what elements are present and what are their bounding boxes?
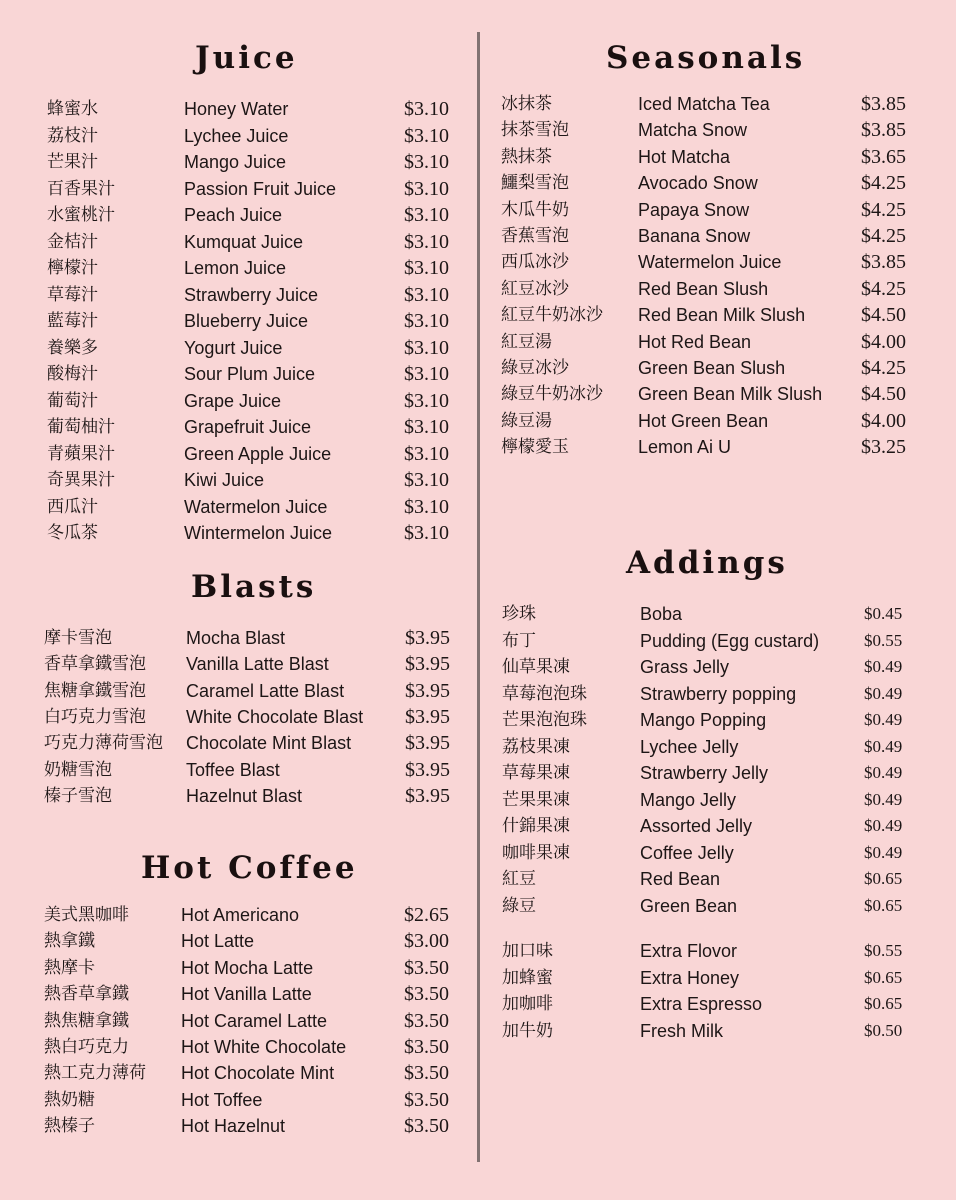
item-name-english: Hot Mocha Latte: [181, 957, 314, 978]
section-title-seasonals: Seasonals: [606, 40, 806, 76]
item-price: $4.25: [861, 277, 906, 300]
item-name-chinese: 綠豆牛奶冰沙: [501, 384, 603, 405]
item-name-english: Vanilla Latte Blast: [186, 654, 329, 675]
menu-item: [480, 602, 956, 628]
item-name-english: Passion Fruit Juice: [184, 178, 337, 199]
menu-item: [0, 903, 477, 929]
item-name-chinese: 熱奶糖: [44, 1089, 95, 1110]
item-name-chinese: 綠豆冰沙: [501, 358, 569, 378]
item-name-chinese: 紅豆牛奶冰沙: [501, 305, 603, 326]
item-name-english: Extra Espresso: [640, 994, 763, 1014]
menu-item: [0, 982, 477, 1008]
item-price: $3.95: [405, 758, 450, 781]
item-name-english: Hot Matcha: [638, 146, 731, 167]
item-name-chinese: 草莓泡泡珠: [502, 683, 587, 704]
item-price: $3.50: [404, 1036, 449, 1058]
item-name-english: Extra Honey: [640, 967, 740, 988]
item-price: $3.85: [861, 251, 906, 274]
menu-item: [480, 939, 956, 965]
item-name-english: Mango Juice: [184, 152, 287, 172]
item-name-english: Boba: [640, 604, 683, 624]
section-title-juice: Juice: [195, 40, 298, 76]
item-name-chinese: 巧克力薄荷雪泡: [44, 733, 163, 754]
item-name-chinese: 芒果汁: [47, 152, 98, 172]
item-name-chinese: 酸梅汁: [47, 364, 98, 384]
item-price: $3.10: [404, 495, 449, 518]
menu-item: [480, 655, 956, 681]
item-name-chinese: 芒果泡泡珠: [502, 710, 587, 730]
item-price: $0.49: [864, 736, 903, 756]
item-price: $3.25: [861, 436, 906, 459]
menu-item: [0, 1114, 477, 1140]
item-price: $3.50: [404, 1009, 449, 1032]
item-name-english: Hot Toffee: [181, 1089, 263, 1110]
menu-item: [480, 867, 956, 893]
item-price: $3.50: [404, 983, 449, 1006]
item-price: $0.50: [864, 1020, 903, 1040]
menu-item: [480, 682, 956, 708]
item-name-chinese: 什錦果凍: [502, 816, 570, 836]
item-price: $4.50: [861, 383, 906, 406]
item-price: $3.95: [405, 627, 450, 649]
item-name-english: Toffee Blast: [186, 759, 280, 780]
item-price: $3.95: [405, 679, 450, 702]
item-name-english: Grapefruit Juice: [184, 417, 312, 437]
item-name-chinese: 紅豆: [502, 869, 536, 889]
item-name-english: Green Bean Milk Slush: [638, 384, 823, 405]
menu-item: [480, 629, 956, 655]
item-name-english: Hot Latte: [181, 931, 255, 952]
item-name-chinese: 鱷梨雪泡: [501, 173, 569, 194]
item-name-chinese: 抹茶雪泡: [501, 120, 569, 141]
item-price: $0.65: [864, 994, 903, 1013]
item-name-english: Lychee Jelly: [640, 736, 739, 757]
item-price: $3.10: [404, 469, 449, 491]
item-name-chinese: 藍莓汁: [47, 311, 98, 331]
item-price: $4.50: [861, 304, 906, 327]
item-price: $3.10: [404, 336, 449, 359]
item-name-english: Sour Plum Juice: [184, 364, 316, 384]
item-price: $3.10: [404, 124, 449, 147]
item-name-chinese: 荔枝果凍: [502, 736, 570, 757]
item-price: $0.55: [864, 630, 903, 650]
item-price: $3.50: [404, 1115, 449, 1138]
item-name-chinese: 奇異果汁: [47, 470, 115, 490]
item-name-chinese: 珍珠: [502, 604, 536, 624]
item-name-chinese: 葡萄柚汁: [47, 417, 115, 437]
item-name-english: Red Bean Milk Slush: [638, 305, 806, 326]
item-name-chinese: 熱榛子: [44, 1116, 95, 1137]
item-name-english: Wintermelon Juice: [184, 523, 333, 543]
item-name-chinese: 蜂蜜水: [47, 99, 98, 119]
item-name-chinese: 綠豆湯: [501, 410, 552, 431]
item-name-english: Coffee Jelly: [640, 842, 734, 863]
item-name-english: Honey Water: [184, 99, 289, 119]
item-name-chinese: 木瓜牛奶: [501, 199, 569, 220]
item-name-chinese: 熱抹茶: [501, 146, 552, 167]
item-price: $3.10: [404, 204, 449, 226]
item-name-english: Papaya Snow: [638, 199, 750, 220]
item-price: $3.10: [404, 98, 449, 120]
item-price: $3.50: [404, 1062, 449, 1085]
section-title-blasts: Blasts: [191, 569, 317, 605]
menu-item: [480, 788, 956, 814]
item-price: $2.65: [404, 904, 449, 926]
item-price: $3.10: [404, 442, 449, 465]
item-name-english: Hot Americano: [181, 905, 300, 925]
item-name-english: Iced Matcha Tea: [638, 94, 770, 114]
item-name-chinese: 摩卡雪泡: [44, 628, 112, 648]
item-name-chinese: 熱摩卡: [44, 957, 95, 978]
item-name-english: Kiwi Juice: [184, 470, 265, 490]
item-name-chinese: 芒果果凍: [502, 789, 570, 810]
item-name-english: Mango Jelly: [640, 789, 737, 810]
item-name-english: Blueberry Juice: [184, 311, 309, 331]
item-name-english: Hot Vanilla Latte: [181, 984, 312, 1005]
item-price: $0.49: [864, 789, 903, 809]
menu-item: [480, 814, 956, 840]
item-price: $0.49: [864, 657, 903, 676]
item-name-chinese: 荔枝汁: [47, 125, 98, 146]
item-name-english: White Chocolate Blast: [186, 706, 364, 727]
item-name-english: Hot Chocolate Mint: [181, 1063, 335, 1084]
item-name-english: Hot White Chocolate: [181, 1037, 347, 1057]
item-name-english: Hot Hazelnut: [181, 1116, 286, 1137]
item-price: $4.25: [861, 172, 906, 195]
item-price: $3.10: [404, 389, 449, 412]
item-name-english: Watermelon Juice: [638, 252, 782, 273]
item-name-english: Hot Green Bean: [638, 410, 769, 431]
item-name-chinese: 草莓果凍: [502, 763, 570, 783]
menu-item: [480, 708, 956, 734]
item-name-english: Chocolate Mint Blast: [186, 733, 352, 754]
item-price: $0.49: [864, 842, 903, 862]
item-price: $3.85: [861, 93, 906, 115]
item-price: $3.95: [405, 732, 450, 755]
item-price: $0.65: [864, 895, 903, 915]
item-name-english: Avocado Snow: [638, 173, 758, 194]
item-price: $3.00: [404, 930, 449, 953]
item-price: $3.95: [405, 653, 450, 676]
item-name-chinese: 百香果汁: [47, 178, 115, 199]
item-price: $4.25: [861, 225, 906, 247]
item-name-english: Pudding (Egg custard): [640, 630, 820, 651]
item-name-english: Hot Red Bean: [638, 331, 752, 352]
section-title-hot-coffee: Hot Coffee: [141, 850, 358, 886]
menu-item: [480, 894, 956, 920]
item-price: $0.45: [864, 604, 903, 623]
item-price: $4.00: [861, 330, 906, 353]
item-price: $0.49: [864, 763, 903, 782]
menu-item: [480, 841, 956, 867]
item-name-chinese: 香蕉雪泡: [501, 226, 569, 246]
item-name-chinese: 紅豆冰沙: [501, 278, 569, 299]
menu-item: [0, 1035, 477, 1061]
item-name-english: Lemon Juice: [184, 258, 287, 278]
menu-item: [0, 956, 477, 982]
item-name-chinese: 草莓汁: [47, 284, 98, 305]
item-name-chinese: 加蜂蜜: [502, 967, 553, 988]
item-name-chinese: 咖啡果凍: [502, 842, 570, 863]
item-price: $3.10: [404, 310, 449, 332]
menu-item: [480, 1019, 956, 1045]
item-price: $0.49: [864, 683, 903, 703]
section-title-addings: Addings: [626, 545, 788, 581]
item-name-english: Grape Juice: [184, 390, 282, 411]
item-name-chinese: 焦糖拿鐵雪泡: [44, 680, 146, 701]
item-name-english: Hot Caramel Latte: [181, 1010, 328, 1031]
item-name-chinese: 冬瓜茶: [47, 523, 98, 543]
item-name-chinese: 養樂多: [47, 337, 98, 358]
item-name-english: Strawberry Jelly: [640, 763, 769, 783]
item-name-english: Red Bean: [640, 869, 721, 889]
item-name-chinese: 西瓜冰沙: [501, 252, 569, 273]
item-name-english: Extra Flovor: [640, 941, 738, 961]
item-name-english: Green Bean: [640, 895, 738, 916]
menu-item: [480, 966, 956, 992]
menu-item: [480, 992, 956, 1018]
item-name-chinese: 榛子雪泡: [44, 785, 112, 806]
item-name-chinese: 仙草果凍: [502, 657, 570, 677]
item-name-chinese: 金桔汁: [47, 231, 98, 252]
menu-item: [0, 1088, 477, 1114]
item-name-english: Grass Jelly: [640, 657, 730, 677]
item-name-chinese: 檸檬汁: [47, 258, 98, 278]
item-name-chinese: 熱焦糖拿鐵: [44, 1010, 129, 1031]
item-price: $3.10: [404, 283, 449, 306]
item-price: $3.85: [861, 119, 906, 142]
item-price: $0.49: [864, 710, 903, 729]
item-name-chinese: 紅豆湯: [501, 331, 552, 352]
item-name-chinese: 熱白巧克力: [44, 1037, 129, 1057]
menu-item: [0, 1061, 477, 1087]
item-price: $3.95: [405, 705, 450, 728]
item-name-chinese: 美式黑咖啡: [44, 905, 129, 925]
menu-item: [0, 929, 477, 955]
item-name-english: Lemon Ai U: [638, 437, 732, 458]
item-name-english: Green Bean Slush: [638, 358, 786, 378]
item-price: $4.00: [861, 409, 906, 432]
item-name-english: Assorted Jelly: [640, 816, 753, 836]
item-price: $3.50: [404, 1088, 449, 1111]
menu-item: [480, 735, 956, 761]
menu-item: [0, 1009, 477, 1035]
item-name-chinese: 熱工克力薄荷: [44, 1063, 146, 1084]
item-name-chinese: 綠豆: [502, 895, 536, 916]
item-name-chinese: 西瓜汁: [47, 496, 98, 517]
item-name-chinese: 香草拿鐵雪泡: [44, 654, 146, 675]
item-name-chinese: 水蜜桃汁: [47, 205, 115, 225]
item-price: $4.25: [861, 198, 906, 221]
item-price: $0.65: [864, 967, 903, 987]
item-name-chinese: 奶糖雪泡: [44, 759, 112, 780]
item-price: $3.50: [404, 956, 449, 979]
item-price: $3.10: [404, 363, 449, 385]
item-name-chinese: 青蘋果汁: [47, 443, 115, 464]
item-name-chinese: 熱拿鐵: [44, 931, 95, 952]
item-name-english: Mocha Blast: [186, 628, 286, 648]
item-name-chinese: 白巧克力雪泡: [44, 706, 146, 727]
item-name-english: Strawberry popping: [640, 683, 797, 704]
item-price: $0.65: [864, 869, 903, 888]
item-name-english: Hazelnut Blast: [186, 785, 303, 806]
menu-item: [480, 761, 956, 787]
item-name-english: Caramel Latte Blast: [186, 680, 345, 701]
item-name-chinese: 加口味: [502, 941, 553, 961]
item-name-chinese: 葡萄汁: [47, 390, 98, 411]
item-name-chinese: 熱香草拿鐵: [44, 984, 129, 1005]
item-price: $0.55: [864, 941, 903, 960]
item-name-chinese: 加咖啡: [502, 994, 553, 1014]
item-name-english: Mango Popping: [640, 710, 767, 730]
item-price: $3.10: [404, 257, 449, 279]
item-name-chinese: 加牛奶: [502, 1020, 553, 1041]
item-name-english: Lychee Juice: [184, 125, 289, 146]
item-price: $3.95: [405, 784, 450, 807]
item-price: $3.10: [404, 177, 449, 200]
item-name-english: Peach Juice: [184, 205, 283, 225]
item-name-chinese: 布丁: [502, 630, 536, 651]
item-price: $3.10: [404, 230, 449, 253]
item-name-chinese: 冰抹茶: [501, 94, 552, 114]
hot-coffee-section: [0, 0, 477, 1160]
addings-section: [480, 0, 956, 1060]
item-price: $3.10: [404, 522, 449, 544]
item-name-english: Yogurt Juice: [184, 337, 283, 358]
item-name-english: Green Apple Juice: [184, 443, 332, 464]
item-price: $0.49: [864, 816, 903, 835]
item-price: $4.25: [861, 357, 906, 379]
item-price: $3.10: [404, 416, 449, 438]
item-name-chinese: 檸檬愛玉: [501, 437, 569, 458]
item-name-english: Fresh Milk: [640, 1020, 724, 1041]
item-name-english: Red Bean Slush: [638, 278, 769, 299]
item-price: $3.10: [404, 151, 449, 173]
item-price: $3.65: [861, 145, 906, 168]
item-name-english: Matcha Snow: [638, 120, 748, 141]
item-name-english: Watermelon Juice: [184, 496, 328, 517]
item-name-english: Strawberry Juice: [184, 284, 319, 305]
item-name-english: Kumquat Juice: [184, 231, 304, 252]
item-name-english: Banana Snow: [638, 226, 751, 246]
